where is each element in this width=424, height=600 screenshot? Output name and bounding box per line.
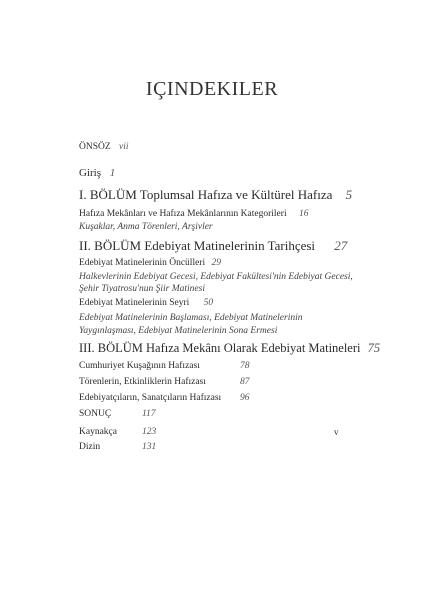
toc-label: Dizin — [79, 442, 101, 452]
toc-label: Cumhuriyet Kuşağının Hafızası — [79, 361, 200, 371]
toc-label: SONUÇ — [79, 409, 112, 419]
toc-entry-hafiza-mekanlari[interactable] — [79, 209, 308, 219]
toc-entry-edebiyatcilar[interactable] — [79, 393, 221, 403]
toc-page-number: 117 — [142, 409, 156, 419]
toc-entry-onsoz[interactable] — [79, 142, 129, 152]
toc-label: III. BÖLÜM Hafıza Mekânı Olarak Edebiyat Matineleri — [79, 341, 361, 355]
toc-page-number: 29 — [211, 258, 221, 268]
toc-label: II. BÖLÜM Edebiyat Matinelerinin Tarihçesi — [79, 238, 316, 253]
toc-entry-bolum-1[interactable] — [79, 187, 352, 203]
toc-label: Edebiyat Matinelerinin Seyri — [79, 298, 190, 308]
toc-page-number: 1 — [109, 167, 116, 179]
toc-entry-bolum-3[interactable] — [79, 341, 380, 356]
toc-label: Edebiyatçıların, Sanatçıların Hafızası — [79, 393, 222, 403]
toc-page-number: 75 — [367, 341, 381, 355]
footer-page-number: v — [334, 427, 339, 437]
toc-subtopics: Şehir Tiyatrosu'nun Şiir Matinesi — [79, 284, 205, 294]
toc-entry-cumhuriyet-kusagi[interactable] — [79, 361, 200, 371]
toc-page-number: vii — [119, 142, 129, 152]
toc-page-number: 131 — [142, 442, 157, 452]
toc-entry-kaynakca[interactable] — [79, 427, 117, 437]
toc-entry-bolum-2[interactable] — [79, 238, 347, 254]
toc-entry-seyri[interactable] — [79, 298, 213, 308]
toc-entry-sonuc[interactable] — [79, 409, 111, 419]
toc-subtopics: Kuşaklar, Anma Törenleri, Arşivler — [79, 222, 213, 232]
toc-subtopics: Edebiyat Matinelerinin Başlaması, Edebiyat Matinelerinin — [79, 313, 303, 323]
toc-entry-torenler[interactable] — [79, 377, 206, 387]
toc-entry-onculler[interactable] — [79, 258, 221, 268]
page-title: IÇINDEKILER — [145, 78, 279, 100]
toc-page-number: 50 — [203, 298, 214, 308]
toc-subtopics: Halkevlerinin Edebiyat Gecesi, Edebiyat Fakültesi'nin Edebiyat Gecesi, — [79, 272, 353, 282]
toc-page-number: 5 — [345, 187, 353, 202]
toc-page-number: 16 — [298, 209, 309, 219]
toc-label: Giriş — [79, 167, 101, 179]
toc-subtopics: Yaygınlaşması, Edebiyat Matinelerinin Sona Ermesi — [79, 326, 278, 336]
toc-entry-giris[interactable] — [79, 167, 115, 179]
toc-page-number: 27 — [334, 238, 348, 253]
toc-page-number: 123 — [142, 427, 157, 437]
toc-page-number: 87 — [240, 377, 250, 387]
toc-label: Kaynakça — [79, 427, 117, 437]
toc-page-number: 96 — [240, 393, 250, 403]
toc-label: I. BÖLÜM Toplumsal Hafıza ve Kültürel Hafıza — [79, 187, 333, 202]
toc-label: Törenlerin, Etkinliklerin Hafızası — [79, 377, 206, 387]
toc-label: Edebiyat Matinelerinin Öncülleri — [79, 258, 206, 268]
toc-label: ÖNSÖZ — [79, 142, 111, 152]
toc-page-number: 78 — [240, 361, 250, 371]
toc-label: Hafıza Mekânları ve Hafıza Mekânlarının Kategorileri — [79, 209, 287, 219]
toc-entry-dizin[interactable] — [79, 442, 100, 452]
